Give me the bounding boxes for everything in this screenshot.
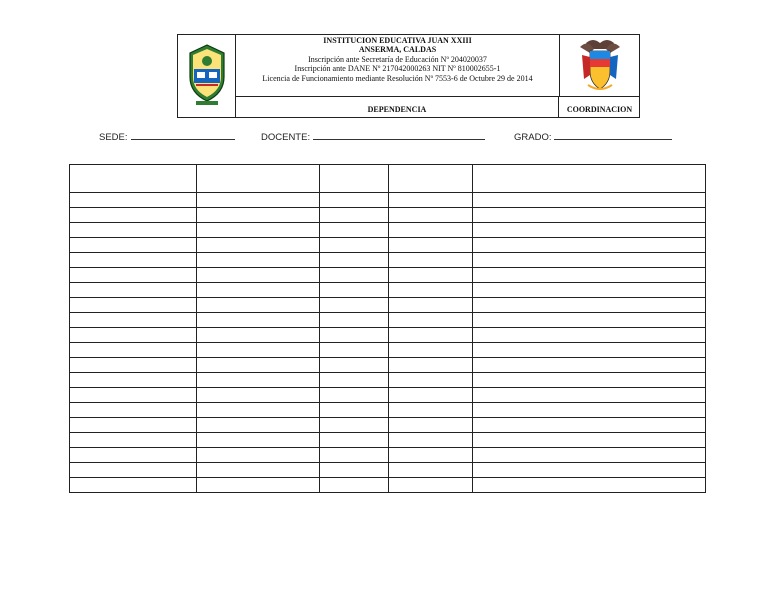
table-cell[interactable] <box>389 238 473 253</box>
table-cell[interactable] <box>197 343 320 358</box>
table-cell[interactable] <box>197 253 320 268</box>
table-cell[interactable] <box>473 418 706 433</box>
table-cell[interactable] <box>389 208 473 223</box>
grado-field <box>514 130 672 143</box>
table-cell[interactable] <box>389 448 473 463</box>
table-cell[interactable] <box>389 433 473 448</box>
table-cell[interactable] <box>320 358 389 373</box>
table-row <box>70 253 706 268</box>
table-row <box>70 193 706 208</box>
table-row <box>70 373 706 388</box>
table-cell[interactable] <box>197 298 320 313</box>
table-cell[interactable] <box>320 223 389 238</box>
table-cell[interactable] <box>197 208 320 223</box>
sede-input-line[interactable] <box>131 130 235 140</box>
table-cell[interactable] <box>70 238 197 253</box>
table-cell[interactable] <box>197 193 320 208</box>
table-cell[interactable] <box>389 298 473 313</box>
table-cell[interactable] <box>70 328 197 343</box>
table-cell[interactable] <box>197 373 320 388</box>
table-cell[interactable] <box>473 388 706 403</box>
table-cell[interactable] <box>473 165 706 193</box>
dependencia-label: DEPENDENCIA <box>236 97 559 118</box>
table-cell[interactable] <box>70 268 197 283</box>
table-cell[interactable] <box>320 193 389 208</box>
table-row <box>70 433 706 448</box>
table-cell[interactable] <box>197 463 320 478</box>
table-cell[interactable] <box>389 358 473 373</box>
table-cell[interactable] <box>320 328 389 343</box>
sede-label: SEDE: <box>99 132 128 143</box>
table-cell[interactable] <box>389 463 473 478</box>
table-cell[interactable] <box>197 448 320 463</box>
table-cell[interactable] <box>320 388 389 403</box>
table-cell[interactable] <box>70 358 197 373</box>
table-cell[interactable] <box>197 478 320 493</box>
table-cell[interactable] <box>70 193 197 208</box>
table-cell[interactable] <box>473 238 706 253</box>
institution-name: INSTITUCION EDUCATIVA JUAN XXIII <box>323 36 472 45</box>
table-cell[interactable] <box>197 403 320 418</box>
table-cell[interactable] <box>70 208 197 223</box>
table-cell[interactable] <box>70 223 197 238</box>
form-fields <box>0 130 768 144</box>
docente-label: DOCENTE: <box>261 132 311 143</box>
colombia-coat-of-arms-icon <box>560 35 641 97</box>
data-table <box>69 164 706 493</box>
registration-dane: Inscripción ante DANE Nº 217042000263 NIT Nº 810002655-1 <box>294 64 501 74</box>
table-row <box>70 343 706 358</box>
table-cell[interactable] <box>389 478 473 493</box>
table-cell[interactable] <box>473 373 706 388</box>
table-row <box>70 463 706 478</box>
table-cell[interactable] <box>473 433 706 448</box>
institution-info <box>236 35 559 97</box>
table-cell[interactable] <box>320 313 389 328</box>
table-row <box>70 283 706 298</box>
table-cell[interactable] <box>197 165 320 193</box>
table-cell[interactable] <box>389 418 473 433</box>
table-cell[interactable] <box>389 223 473 238</box>
table-cell[interactable] <box>320 448 389 463</box>
table-cell[interactable] <box>197 283 320 298</box>
table-cell[interactable] <box>70 448 197 463</box>
table-row <box>70 298 706 313</box>
table-cell[interactable] <box>473 208 706 223</box>
institution-city: ANSERMA, CALDAS <box>358 45 437 55</box>
table-cell[interactable] <box>473 298 706 313</box>
table-cell[interactable] <box>320 478 389 493</box>
table-cell[interactable] <box>473 313 706 328</box>
table-cell[interactable] <box>320 238 389 253</box>
table-cell[interactable] <box>70 433 197 448</box>
table-row <box>70 418 706 433</box>
table-row <box>70 388 706 403</box>
table-header-row <box>70 165 706 193</box>
table-cell[interactable] <box>473 478 706 493</box>
table-cell[interactable] <box>473 343 706 358</box>
table-cell[interactable] <box>473 193 706 208</box>
table-cell[interactable] <box>197 418 320 433</box>
table-row <box>70 208 706 223</box>
table-row <box>70 358 706 373</box>
table-cell[interactable] <box>320 433 389 448</box>
table-row <box>70 478 706 493</box>
table-cell[interactable] <box>389 373 473 388</box>
table-row <box>70 403 706 418</box>
table-cell[interactable] <box>473 253 706 268</box>
table-cell[interactable] <box>473 463 706 478</box>
table-cell[interactable] <box>389 268 473 283</box>
table-cell[interactable] <box>320 165 389 193</box>
table-row <box>70 448 706 463</box>
table-cell[interactable] <box>389 313 473 328</box>
table-cell[interactable] <box>70 343 197 358</box>
document-header <box>177 34 640 118</box>
table-row <box>70 223 706 238</box>
table-cell[interactable] <box>70 463 197 478</box>
coat-of-arms-cell <box>559 35 640 97</box>
table-cell[interactable] <box>320 268 389 283</box>
school-shield-icon <box>178 35 236 118</box>
registration-secretaria: Inscripción ante Secretaría de Educación Nº 204020037 <box>308 54 487 64</box>
table-cell[interactable] <box>389 253 473 268</box>
table-cell[interactable] <box>197 268 320 283</box>
table-cell[interactable] <box>320 298 389 313</box>
table-cell[interactable] <box>70 478 197 493</box>
table-cell[interactable] <box>473 268 706 283</box>
sede-field <box>99 130 235 143</box>
table-cell[interactable] <box>320 208 389 223</box>
table-cell[interactable] <box>389 165 473 193</box>
table-cell[interactable] <box>70 418 197 433</box>
table-cell[interactable] <box>70 253 197 268</box>
license-resolution: Licencia de Funcionamiento mediante Resolución Nº 7553-6 de Octubre 29 de 2014 <box>262 73 533 83</box>
coordinacion-label: COORDINACION <box>566 105 633 114</box>
table-cell[interactable] <box>320 463 389 478</box>
table-cell[interactable] <box>197 358 320 373</box>
table-cell[interactable] <box>473 223 706 238</box>
table-cell[interactable] <box>473 328 706 343</box>
table-row <box>70 268 706 283</box>
table-cell[interactable] <box>197 238 320 253</box>
table-cell[interactable] <box>389 388 473 403</box>
table-cell[interactable] <box>389 328 473 343</box>
table-cell[interactable] <box>197 433 320 448</box>
table-cell[interactable] <box>320 418 389 433</box>
table-cell[interactable] <box>320 373 389 388</box>
table-cell[interactable] <box>197 328 320 343</box>
table-cell[interactable] <box>197 388 320 403</box>
table-row <box>70 238 706 253</box>
table-cell[interactable] <box>389 343 473 358</box>
grado-label: GRADO: <box>514 132 552 143</box>
table-cell[interactable] <box>320 253 389 268</box>
table-cell[interactable] <box>70 373 197 388</box>
docente-input-line[interactable] <box>313 130 485 140</box>
table-cell[interactable] <box>389 193 473 208</box>
table-cell[interactable] <box>197 223 320 238</box>
table-cell[interactable] <box>320 343 389 358</box>
table-cell[interactable] <box>70 165 197 193</box>
table-cell[interactable] <box>70 283 197 298</box>
table-cell[interactable] <box>473 403 706 418</box>
table-cell[interactable] <box>473 358 706 373</box>
table-cell[interactable] <box>473 448 706 463</box>
school-logo-cell <box>178 35 236 118</box>
table-cell[interactable] <box>473 283 706 298</box>
table-cell[interactable] <box>70 298 197 313</box>
docente-field <box>261 130 485 143</box>
table-cell[interactable] <box>320 283 389 298</box>
table-cell[interactable] <box>70 403 197 418</box>
table-cell[interactable] <box>320 403 389 418</box>
table-row <box>70 313 706 328</box>
table-cell[interactable] <box>389 403 473 418</box>
table-cell[interactable] <box>70 388 197 403</box>
table-cell[interactable] <box>70 313 197 328</box>
table-row <box>70 328 706 343</box>
grado-input-line[interactable] <box>554 130 672 140</box>
table-cell[interactable] <box>197 313 320 328</box>
table-cell[interactable] <box>389 283 473 298</box>
